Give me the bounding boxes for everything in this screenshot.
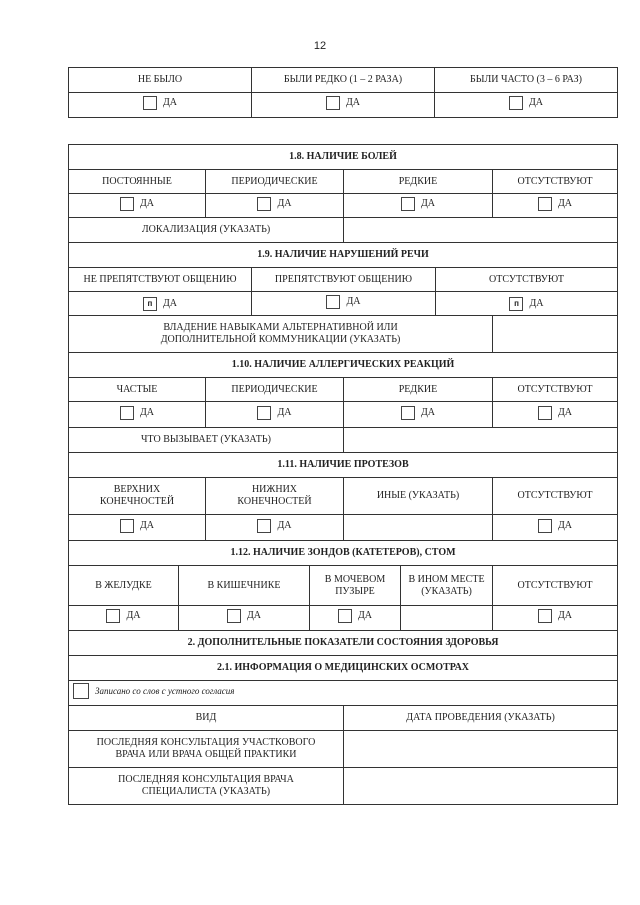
probes-col-other: В ИНОМ МЕСТЕ (УКАЗАТЬ): [401, 566, 493, 606]
yes-label: ДА: [346, 295, 361, 307]
yes-label: ДА: [557, 197, 573, 209]
checkbox-prosthesis-lower[interactable]: [257, 519, 271, 533]
yes-label: ДА: [420, 406, 436, 418]
checkbox-allergy-frequent[interactable]: [120, 406, 134, 420]
checkbox-pain-absent[interactable]: [538, 197, 552, 211]
section-title-allergy: 1.10. НАЛИЧИЕ АЛЛЕРГИЧЕСКИХ РЕАКЦИЙ: [69, 353, 618, 378]
last-specialist-consult-label: ПОСЛЕДНЯЯ КОНСУЛЬТАЦИЯ ВРАЧА СПЕЦИАЛИСТА (УКАЗАТЬ): [69, 768, 344, 805]
checkbox-probes-stomach[interactable]: [106, 609, 120, 623]
checkbox-never[interactable]: [143, 96, 157, 110]
pain-localization-field[interactable]: [344, 218, 618, 243]
allergy-cause-field[interactable]: [344, 428, 618, 453]
pain-col-constant: ПОСТОЯННЫЕ: [69, 170, 206, 194]
probes-col-stomach: В ЖЕЛУДКЕ: [69, 566, 179, 606]
section-title-probes: 1.12. НАЛИЧИЕ ЗОНДОВ (КАТЕТЕРОВ), СТОМ: [69, 541, 618, 566]
yes-label: ДА: [557, 406, 573, 418]
header-often: БЫЛИ ЧАСТО (3 – 6 РАЗ): [435, 68, 618, 93]
col-date-header: ДАТА ПРОВЕДЕНИЯ (УКАЗАТЬ): [344, 706, 618, 731]
yes-label: ДА: [277, 197, 292, 209]
yes-label: ДА: [139, 519, 155, 531]
prosthesis-col-absent: ОТСУТСТВУЮТ: [493, 478, 618, 515]
frequency-table: [68, 67, 618, 118]
yes-label: ДА: [528, 97, 544, 108]
section-title-med-exams: 2.1. ИНФОРМАЦИЯ О МЕДИЦИНСКИХ ОСМОТРАХ: [69, 656, 618, 681]
pain-localization-label: ЛОКАЛИЗАЦИЯ (УКАЗАТЬ): [69, 218, 344, 243]
allergy-col-periodic: ПЕРИОДИЧЕСКИЕ: [206, 378, 344, 402]
checkbox-probes-intestine[interactable]: [227, 609, 241, 623]
probes-other-field[interactable]: [401, 606, 493, 631]
speech-col-absent: ОТСУТСТВУЮТ: [436, 268, 618, 292]
checkbox-prosthesis-upper[interactable]: [120, 519, 134, 533]
yes-label: ДА: [420, 197, 436, 209]
checkbox-probes-absent[interactable]: [538, 609, 552, 623]
header-never: НЕ БЫЛО: [69, 68, 252, 93]
checkbox-allergy-absent[interactable]: [538, 406, 552, 420]
pain-col-rare: РЕДКИЕ: [344, 170, 493, 194]
yes-label: ДА: [357, 610, 373, 621]
yes-label: ДА: [529, 297, 544, 309]
checkbox-pain-constant[interactable]: [120, 197, 134, 211]
last-gp-consult-date-field[interactable]: [344, 731, 618, 768]
checkbox-pain-rare[interactable]: [401, 197, 415, 211]
checkbox-speech-absent[interactable]: п: [509, 297, 523, 311]
allergy-col-rare: РЕДКИЕ: [344, 378, 493, 402]
probes-col-bladder: В МОЧЕВОМ ПУЗЫРЕ: [310, 566, 401, 606]
prosthesis-col-lower: НИЖНИХ КОНЕЧНОСТЕЙ: [206, 478, 344, 515]
header-rare: БЫЛИ РЕДКО (1 – 2 РАЗА): [252, 68, 435, 93]
section-title-pain: 1.8. НАЛИЧИЕ БОЛЕЙ: [69, 145, 618, 170]
yes-label: ДА: [139, 197, 155, 209]
checkbox-pain-periodic[interactable]: [257, 197, 271, 211]
checkbox-allergy-rare[interactable]: [401, 406, 415, 420]
section-title-additional: 2. ДОПОЛНИТЕЛЬНЫЕ ПОКАЗАТЕЛИ СОСТОЯНИЯ ЗДОРОВЬЯ: [69, 631, 618, 656]
prosthesis-other-field[interactable]: [344, 515, 493, 541]
yes-label: ДА: [557, 519, 573, 531]
yes-label: ДА: [277, 519, 292, 531]
section-title-speech: 1.9. НАЛИЧИЕ НАРУШЕНИЙ РЕЧИ: [69, 243, 618, 268]
speech-col-not-hinder: НЕ ПРЕПЯТСТВУЮТ ОБЩЕНИЮ: [69, 268, 252, 292]
alt-comm-label: ВЛАДЕНИЕ НАВЫКАМИ АЛЬТЕРНАТИВНОЙ ИЛИ ДОПОЛНИТЕЛЬНОЙ КОММУНИКАЦИИ (УКАЗАТЬ): [69, 316, 493, 353]
yes-label: ДА: [126, 610, 141, 621]
yes-label: ДА: [345, 97, 361, 108]
allergy-cause-label: ЧТО ВЫЗЫВАЕТ (УКАЗАТЬ): [69, 428, 344, 453]
checkbox-allergy-periodic[interactable]: [257, 406, 271, 420]
prosthesis-col-other: ИНЫЕ (УКАЗАТЬ): [344, 478, 493, 515]
col-type-header: ВИД: [69, 706, 344, 731]
checkbox-often[interactable]: [509, 96, 523, 110]
yes-label: ДА: [162, 97, 178, 108]
checkbox-consent[interactable]: [73, 683, 89, 699]
checkbox-prosthesis-absent[interactable]: [538, 519, 552, 533]
yes-label: ДА: [557, 610, 573, 621]
checkbox-probes-bladder[interactable]: [338, 609, 352, 623]
checkbox-speech-not-hinder[interactable]: п: [143, 297, 157, 311]
last-specialist-consult-date-field[interactable]: [344, 768, 618, 805]
yes-label: ДА: [162, 297, 178, 309]
checkbox-speech-hinder[interactable]: [326, 295, 340, 309]
last-gp-consult-label: ПОСЛЕДНЯЯ КОНСУЛЬТАЦИЯ УЧАСТКОВОГО ВРАЧА ИЛИ ВРАЧА ОБЩЕЙ ПРАКТИКИ: [69, 731, 344, 768]
yes-label: ДА: [246, 610, 262, 621]
alt-comm-field[interactable]: [493, 316, 618, 353]
checkbox-rare[interactable]: [326, 96, 340, 110]
yes-label: ДА: [277, 406, 292, 418]
probes-col-intestine: В КИШЕЧНИКЕ: [179, 566, 310, 606]
prosthesis-col-upper: ВЕРХНИХ КОНЕЧНОСТЕЙ: [69, 478, 206, 515]
section-title-prosthesis: 1.11. НАЛИЧИЕ ПРОТЕЗОВ: [69, 453, 618, 478]
pain-col-periodic: ПЕРИОДИЧЕСКИЕ: [206, 170, 344, 194]
health-form-table: [68, 144, 618, 805]
consent-note: Записано со слов с устного согласия: [95, 686, 235, 696]
allergy-col-absent: ОТСУТСТВУЮТ: [493, 378, 618, 402]
yes-label: ДА: [139, 406, 155, 418]
probes-col-absent: ОТСУТСТВУЮТ: [493, 566, 618, 606]
pain-col-absent: ОТСУТСТВУЮТ: [493, 170, 618, 194]
allergy-col-frequent: ЧАСТЫЕ: [69, 378, 206, 402]
page-number: 12: [313, 40, 327, 52]
speech-col-hinder: ПРЕПЯТСТВУЮТ ОБЩЕНИЮ: [252, 268, 436, 292]
